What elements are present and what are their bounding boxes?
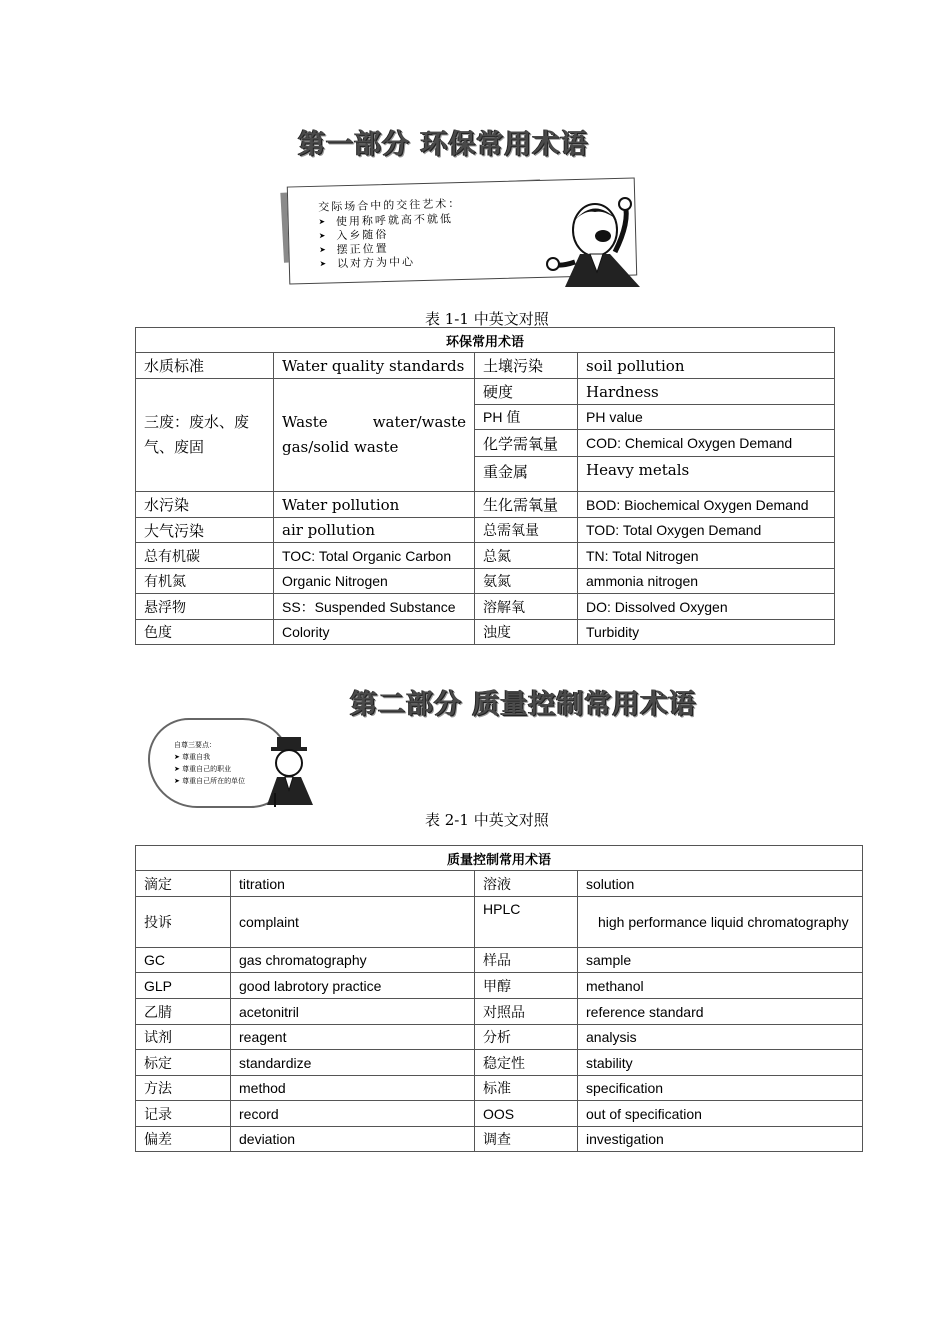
term-en: complaint	[231, 897, 475, 948]
term-en: soil pollution	[578, 353, 835, 379]
table-header: 环保常用术语	[136, 328, 835, 353]
table2-caption: 表 2-1 中英文对照	[425, 811, 549, 829]
term-en: DO: Dissolved Oxygen	[578, 594, 835, 620]
table-header-row	[136, 328, 835, 353]
term-cn: 试剂	[136, 1025, 231, 1050]
term-en: sample	[578, 948, 863, 973]
term-en: Organic Nitrogen	[274, 569, 475, 594]
table-row	[136, 569, 835, 594]
table-row	[136, 999, 863, 1025]
table-row	[136, 620, 835, 645]
term-en: deviation	[231, 1127, 475, 1152]
table-row	[136, 871, 863, 897]
term-en: air pollution	[274, 518, 475, 543]
term-cn: 标准	[475, 1076, 578, 1101]
term-cn: 悬浮物	[136, 594, 274, 620]
term-en: specification	[578, 1076, 863, 1101]
term-en: record	[231, 1101, 475, 1127]
illustration-line: ➤ 尊重自我	[174, 753, 211, 761]
term-cn: 乙腈	[136, 999, 231, 1025]
env-terms-table	[135, 327, 835, 645]
term-en: TOD: Total Oxygen Demand	[578, 518, 835, 543]
table-row	[136, 518, 835, 543]
term-cn: GC	[136, 948, 231, 973]
table1-caption: 表 1-1 中英文对照	[425, 310, 549, 328]
table-row	[136, 379, 835, 405]
illustration-line: ➤ 尊重自己的职业	[174, 765, 232, 773]
term-cn: 土壤污染	[475, 353, 578, 379]
term-en: method	[231, 1076, 475, 1101]
qc-terms-table	[135, 845, 863, 1152]
term-en: COD: Chemical Oxygen Demand	[578, 430, 835, 457]
term-cn: 大气污染	[136, 518, 274, 543]
illustration-line: ➤ 入乡随俗	[318, 227, 389, 243]
table-row	[136, 1101, 863, 1127]
term-en: BOD: Biochemical Oxygen Demand	[578, 492, 835, 518]
term-cn: 滴定	[136, 871, 231, 897]
term-cn: 色度	[136, 620, 274, 645]
term-cn: 总需氧量	[475, 518, 578, 543]
term-cn: 偏差	[136, 1127, 231, 1152]
term-en: TN: Total Nitrogen	[578, 543, 835, 569]
term-cn: 重金属	[475, 457, 578, 492]
illustration-line: 交际场合中的交往艺术：	[318, 197, 462, 214]
term-en: Water quality standards	[274, 353, 475, 379]
term-cn: 水污染	[136, 492, 274, 518]
term-cn: 总氮	[475, 543, 578, 569]
table-row	[136, 1050, 863, 1076]
table-row	[136, 973, 863, 999]
table-header-row	[136, 846, 863, 871]
term-cn: 总有机碳	[136, 543, 274, 569]
term-en: acetonitril	[231, 999, 475, 1025]
term-en: standardize	[231, 1050, 475, 1076]
term-en: Colority	[274, 620, 475, 645]
illustration-line: ➤ 尊重自己所在的单位	[174, 777, 246, 785]
term-cn: 样品	[475, 948, 578, 973]
term-en: reference standard	[578, 999, 863, 1025]
table-row	[136, 543, 835, 569]
term-en: gas chromatography	[231, 948, 475, 973]
term-en: high performance liquid chromatography	[578, 897, 863, 948]
term-cn: 分析	[475, 1025, 578, 1050]
term-en: methanol	[578, 973, 863, 999]
term-en: titration	[231, 871, 475, 897]
term-en: PH value	[578, 405, 835, 430]
illustration-line: ➤ 使用称呼就高不就低	[318, 212, 454, 229]
term-en: Heavy metals	[578, 457, 835, 492]
term-cn: 硬度	[475, 379, 578, 405]
table-row	[136, 594, 835, 620]
term-en: Waste water/waste gas/solid waste	[274, 379, 475, 492]
term-cn: 记录	[136, 1101, 231, 1127]
table-row	[136, 353, 835, 379]
gentleman-figure-icon	[255, 735, 320, 807]
term-en: analysis	[578, 1025, 863, 1050]
term-en: stability	[578, 1050, 863, 1076]
term-cn: GLP	[136, 973, 231, 999]
term-en: Turbidity	[578, 620, 835, 645]
term-cn: 氨氮	[475, 569, 578, 594]
term-en: good labrotory practice	[231, 973, 475, 999]
term-cn: OOS	[475, 1101, 578, 1127]
term-en: out of specification	[578, 1101, 863, 1127]
term-cn: 生化需氧量	[475, 492, 578, 518]
term-en: investigation	[578, 1127, 863, 1152]
table-row	[136, 1025, 863, 1050]
term-en: TOC: Total Organic Carbon	[274, 543, 475, 569]
section1-title: 第一部分 环保常用术语	[298, 129, 589, 160]
term-cn: 浊度	[475, 620, 578, 645]
term-cn: PH 值	[475, 405, 578, 430]
illustration-line: ➤ 摆正位置	[319, 241, 389, 257]
term-cn: 溶液	[475, 871, 578, 897]
table-row	[136, 897, 863, 948]
term-cn: 方法	[136, 1076, 231, 1101]
table-row	[136, 492, 835, 518]
term-en: Water pollution	[274, 492, 475, 518]
term-cn: 标定	[136, 1050, 231, 1076]
term-en: SS：Suspended Substance	[274, 594, 475, 620]
table-header: 质量控制常用术语	[136, 846, 863, 871]
term-en: reagent	[231, 1025, 475, 1050]
term-cn: 调查	[475, 1127, 578, 1152]
section2-title: 第二部分 质量控制常用术语	[350, 689, 697, 720]
illustration-line: 自尊三要点：	[174, 741, 216, 749]
table-row	[136, 1076, 863, 1101]
term-cn: 对照品	[475, 999, 578, 1025]
term-cn: 三废：废水、废气、废固	[136, 379, 274, 492]
term-cn: 有机氮	[136, 569, 274, 594]
term-cn: 投诉	[136, 897, 231, 948]
table-row	[136, 1127, 863, 1152]
term-cn: 稳定性	[475, 1050, 578, 1076]
term-en: ammonia nitrogen	[578, 569, 835, 594]
term-cn: 溶解氧	[475, 594, 578, 620]
term-en: Hardness	[578, 379, 835, 405]
term-en: solution	[578, 871, 863, 897]
term-cn: 甲醇	[475, 973, 578, 999]
term-cn: 化学需氧量	[475, 430, 578, 457]
table-row	[136, 948, 863, 973]
term-cn: 水质标准	[136, 353, 274, 379]
presenter-figure-icon	[545, 192, 665, 292]
illustration-line: ➤ 以对方为中心	[319, 255, 416, 271]
term-cn: HPLC	[475, 897, 578, 948]
